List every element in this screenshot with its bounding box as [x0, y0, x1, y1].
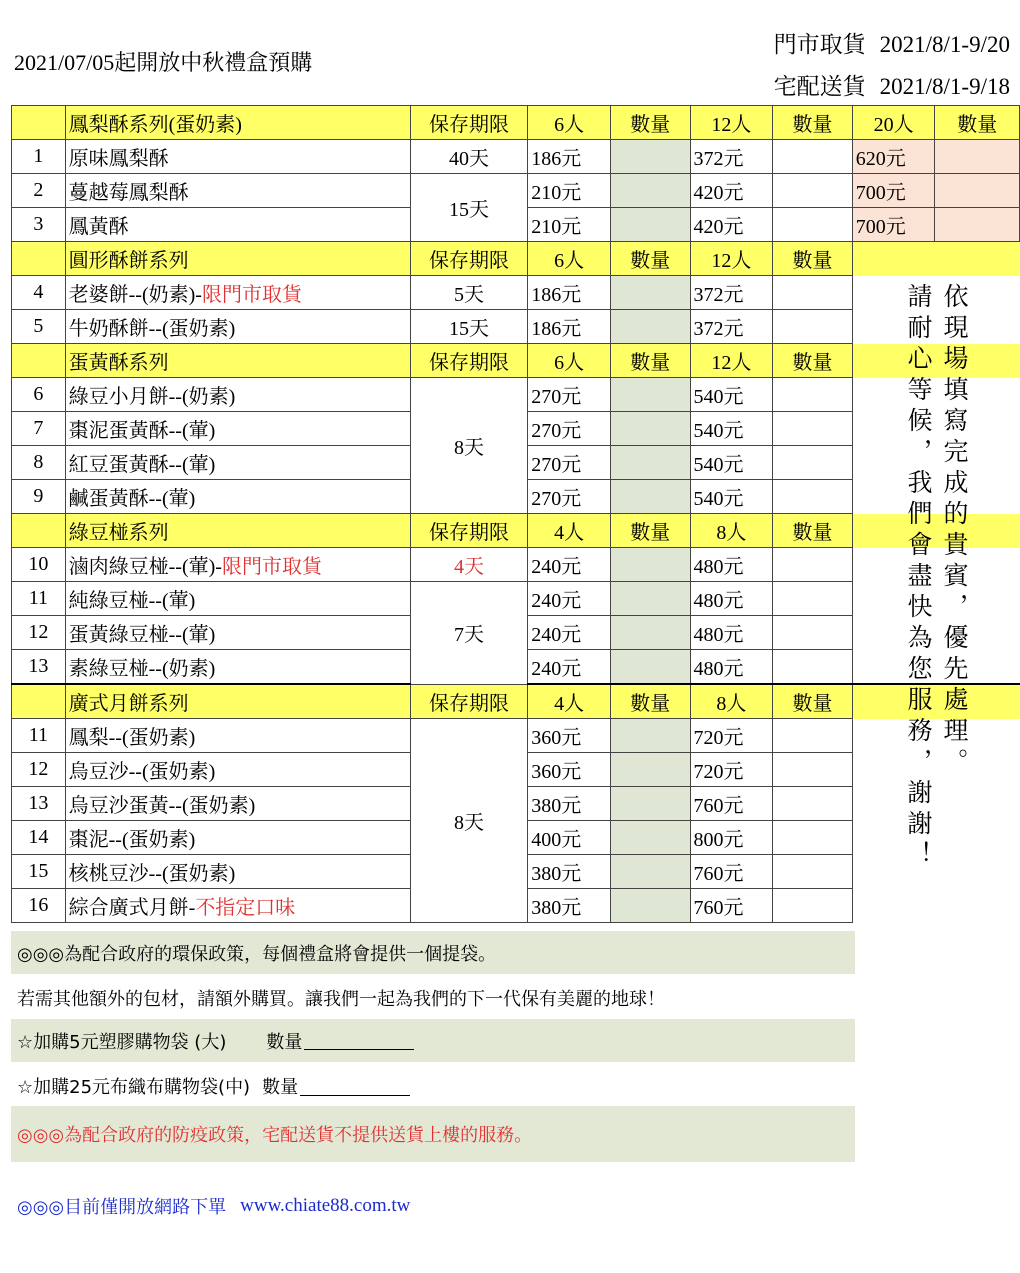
- blank-cell: [852, 821, 1019, 855]
- qty-input-b[interactable]: [773, 276, 853, 310]
- item-name: 鹹蛋黃酥--(葷): [65, 480, 410, 514]
- shelf-life: 40天: [410, 140, 528, 174]
- col-qty: 數量: [773, 106, 853, 140]
- item-name: 原味鳳梨酥: [65, 140, 410, 174]
- qty-input-a[interactable]: [610, 276, 690, 310]
- price-a: 270元: [528, 446, 611, 480]
- qty-input-a[interactable]: [610, 378, 690, 412]
- col-pack-a: 4人: [528, 684, 611, 719]
- price-a: 360元: [528, 719, 611, 753]
- qty-label: 數量: [266, 1031, 303, 1053]
- item-no: 10: [12, 548, 66, 582]
- section-no: [12, 242, 66, 276]
- item-name: 烏豆沙蛋黃--(蛋奶素): [65, 787, 410, 821]
- shelf-life: 4天: [410, 548, 528, 582]
- price-b: 480元: [690, 582, 773, 616]
- order-table: [11, 105, 1020, 923]
- table-row: [12, 276, 1020, 310]
- qty-input-a[interactable]: [610, 446, 690, 480]
- item-name: 蔓越莓鳳梨酥: [65, 174, 410, 208]
- price-b: 480元: [690, 616, 773, 650]
- item-no: 11: [12, 582, 66, 616]
- price-a: 270元: [528, 412, 611, 446]
- price-b: 720元: [690, 753, 773, 787]
- item-no: 6: [12, 378, 66, 412]
- nonwoven-bag-label: ☆加購25元布織布購物袋(中): [17, 1077, 251, 1098]
- section-no: [12, 106, 66, 140]
- qty-label: 數量: [262, 1077, 299, 1098]
- qty-input-b[interactable]: [773, 412, 853, 446]
- col-shelf: 保存期限: [410, 514, 528, 548]
- qty-input-a[interactable]: [610, 650, 690, 685]
- item-no: 7: [12, 412, 66, 446]
- col-qty: 數量: [773, 344, 853, 378]
- qty-input-a[interactable]: [610, 480, 690, 514]
- section-name: 蛋黃酥系列: [65, 344, 410, 378]
- item-no: 2: [12, 174, 66, 208]
- qty-input-b[interactable]: [773, 719, 853, 753]
- flavor-note: 不指定口味: [195, 897, 296, 919]
- section-name: 鳳梨酥系列(蛋奶素): [65, 106, 410, 140]
- col-qty: 數量: [610, 242, 690, 276]
- price-b: 540元: [690, 378, 773, 412]
- item-name: 紅豆蛋黃酥--(葷): [65, 446, 410, 480]
- price-b: 420元: [690, 174, 773, 208]
- shelf-life: 8天: [410, 719, 528, 923]
- item-no: 1: [12, 140, 66, 174]
- qty-input-a[interactable]: [610, 787, 690, 821]
- table-row: [12, 378, 1020, 412]
- item-no: 5: [12, 310, 66, 344]
- qty-input-b[interactable]: [773, 140, 853, 174]
- price-b: 760元: [690, 889, 773, 923]
- price-a: 186元: [528, 140, 611, 174]
- qty-input-b[interactable]: [773, 582, 853, 616]
- section-name: 綠豆椪系列: [65, 514, 410, 548]
- col-pack-b: 12人: [690, 106, 773, 140]
- price-a: 240元: [528, 582, 611, 616]
- col-pack-a: 6人: [528, 242, 611, 276]
- qty-input-c[interactable]: [935, 140, 1020, 174]
- section-name: 廣式月餅系列: [65, 684, 410, 719]
- plastic-bag-addon: [11, 1019, 855, 1062]
- item-name: 核桃豆沙--(蛋奶素): [65, 855, 410, 889]
- col-qty: 數量: [773, 514, 853, 548]
- qty-input-a[interactable]: [610, 821, 690, 855]
- price-c: 620元: [852, 140, 935, 174]
- item-no: 9: [12, 480, 66, 514]
- qty-input-b[interactable]: [773, 821, 853, 855]
- qty-input-a[interactable]: [610, 174, 690, 208]
- price-b: 800元: [690, 821, 773, 855]
- item-no: 8: [12, 446, 66, 480]
- price-b: 540元: [690, 412, 773, 446]
- blank-cell: [852, 276, 1019, 310]
- item-name: 牛奶酥餅--(蛋奶素): [65, 310, 410, 344]
- price-a: 380元: [528, 787, 611, 821]
- col-pack-a: 6人: [528, 106, 611, 140]
- item-no: 16: [12, 889, 66, 923]
- blank-cell: [852, 480, 1019, 514]
- item-no: 15: [12, 855, 66, 889]
- qty-input-b[interactable]: [773, 616, 853, 650]
- item-name-text: 滷肉綠豆椪--(葷)-: [68, 556, 222, 578]
- online-only-text: ◎◎◎目前僅開放網路下單: [17, 1197, 227, 1218]
- pickup-only-note: 限門市取貨: [221, 556, 322, 578]
- item-name: 純綠豆椪--(葷): [65, 582, 410, 616]
- col-pack-a: 6人: [528, 344, 611, 378]
- extra-packaging-note: 若需其他額外的包材，請額外購買。讓我們一起為我們的下一代保有美麗的地球！: [17, 989, 665, 1010]
- col-pack-b: 8人: [690, 514, 773, 548]
- pickup-label: 門市取貨: [773, 32, 866, 58]
- eco-policy-note: ◎◎◎為配合政府的環保政策，每個禮盒將會提供一個提袋。: [11, 931, 855, 974]
- qty-input-b[interactable]: [773, 650, 853, 685]
- qty-input-b[interactable]: [773, 378, 853, 412]
- price-a: 240元: [528, 650, 611, 685]
- qty-input-a[interactable]: [610, 412, 690, 446]
- blank-cell: [852, 412, 1019, 446]
- table-row: [12, 310, 1020, 344]
- blank-cell: [852, 650, 1019, 685]
- col-pack-b: 12人: [690, 344, 773, 378]
- table-row: [12, 548, 1020, 582]
- price-a: 380元: [528, 889, 611, 923]
- col-pack-c: 20人: [852, 106, 935, 140]
- plastic-bag-label: ☆加購5元塑膠購物袋 (大): [17, 1031, 227, 1053]
- qty-input-b[interactable]: [773, 753, 853, 787]
- price-b: 372元: [690, 276, 773, 310]
- section-header: [12, 684, 1020, 719]
- item-no: 3: [12, 208, 66, 242]
- item-name-text: 老婆餅--(奶素)-: [68, 284, 202, 306]
- pickup-dates: 2021/8/1-9/20: [879, 32, 1010, 57]
- price-a: 240元: [528, 616, 611, 650]
- col-pack-b: 12人: [690, 242, 773, 276]
- item-no: 13: [12, 787, 66, 821]
- section-header: [12, 344, 1020, 378]
- item-name: 鳳梨--(蛋奶素): [65, 719, 410, 753]
- nonwoven-bag-addon: [11, 1066, 855, 1106]
- section-no: [12, 344, 66, 378]
- price-a: 186元: [528, 310, 611, 344]
- price-a: 210元: [528, 174, 611, 208]
- item-name: 烏豆沙--(蛋奶素): [65, 753, 410, 787]
- pickup-only-note: 限門市取貨: [201, 284, 302, 306]
- page-title: 2021/07/05起開放中秋禮盒預購: [14, 50, 313, 75]
- col-qty: 數量: [610, 344, 690, 378]
- item-name: 綠豆小月餅--(奶素): [65, 378, 410, 412]
- col-shelf: 保存期限: [410, 242, 528, 276]
- section-header: [12, 242, 1020, 276]
- price-b: 480元: [690, 650, 773, 685]
- qty-input-b[interactable]: [773, 548, 853, 582]
- section-name: 圓形酥餅系列: [65, 242, 410, 276]
- qty-input-a[interactable]: [610, 889, 690, 923]
- blank-cell: [852, 582, 1019, 616]
- item-name: 素綠豆椪--(奶素): [65, 650, 410, 685]
- item-no: 11: [12, 719, 66, 753]
- col-qty: 數量: [935, 106, 1020, 140]
- nonwoven-bag-qty-field[interactable]: [300, 1077, 410, 1096]
- shelf-life: 8天: [410, 378, 528, 514]
- col-qty: 數量: [610, 514, 690, 548]
- qty-input-b[interactable]: [773, 208, 853, 242]
- col-pack-a: 4人: [528, 514, 611, 548]
- item-name: [65, 276, 410, 310]
- item-name-text: 綜合廣式月餅-: [68, 897, 196, 919]
- qty-input-b[interactable]: [773, 310, 853, 344]
- col-qty: 數量: [610, 106, 690, 140]
- price-b: 372元: [690, 310, 773, 344]
- col-qty: 數量: [610, 684, 690, 719]
- delivery-dates: 2021/8/1-9/18: [879, 74, 1010, 99]
- blank-cell: [852, 684, 1019, 719]
- section-header: [12, 106, 1020, 140]
- qty-input-a[interactable]: [610, 548, 690, 582]
- item-name: 棗泥--(蛋奶素): [65, 821, 410, 855]
- blank-cell: [852, 889, 1019, 923]
- shelf-life: 15天: [410, 310, 528, 344]
- col-qty: 數量: [773, 684, 853, 719]
- item-no: 12: [12, 616, 66, 650]
- qty-input-a[interactable]: [610, 616, 690, 650]
- blank-cell: [852, 242, 1019, 276]
- price-c: 700元: [852, 208, 935, 242]
- website-link[interactable]: www.chiate88.com.tw: [240, 1195, 411, 1216]
- blank-cell: [852, 514, 1019, 548]
- blank-cell: [852, 787, 1019, 821]
- qty-input-b[interactable]: [773, 787, 853, 821]
- price-b: 760元: [690, 787, 773, 821]
- delivery-info: [774, 68, 1010, 101]
- qty-input-b[interactable]: [773, 855, 853, 889]
- qty-input-a[interactable]: [610, 719, 690, 753]
- delivery-label: 宅配送貨: [773, 74, 866, 100]
- item-no: 14: [12, 821, 66, 855]
- col-pack-b: 8人: [690, 684, 773, 719]
- blank-cell: [852, 310, 1019, 344]
- item-name: [65, 889, 410, 923]
- qty-input-b[interactable]: [773, 480, 853, 514]
- price-a: 240元: [528, 548, 611, 582]
- side-note-col1: 依現場填寫完成的貴賓，優先處理。: [940, 283, 969, 779]
- blank-cell: [852, 616, 1019, 650]
- qty-input-b[interactable]: [773, 174, 853, 208]
- qty-input-a[interactable]: [610, 582, 690, 616]
- blank-cell: [852, 344, 1019, 378]
- qty-input-c[interactable]: [935, 208, 1020, 242]
- qty-input-a[interactable]: [610, 855, 690, 889]
- qty-input-c[interactable]: [935, 174, 1020, 208]
- section-no: [12, 684, 66, 719]
- price-a: 380元: [528, 855, 611, 889]
- col-shelf: 保存期限: [410, 344, 528, 378]
- table-row: [12, 719, 1020, 753]
- table-row: [12, 582, 1020, 616]
- price-a: 210元: [528, 208, 611, 242]
- qty-input-a[interactable]: [610, 310, 690, 344]
- qty-input-a[interactable]: [610, 208, 690, 242]
- price-b: 372元: [690, 140, 773, 174]
- blank-cell: [852, 855, 1019, 889]
- table-row: [12, 140, 1020, 174]
- shelf-life: 15天: [410, 174, 528, 242]
- item-name: 棗泥蛋黃酥--(葷): [65, 412, 410, 446]
- online-order-note: [11, 1186, 855, 1226]
- item-no: 13: [12, 650, 66, 685]
- table-row: [12, 174, 1020, 208]
- price-a: 400元: [528, 821, 611, 855]
- blank-cell: [852, 548, 1019, 582]
- price-a: 270元: [528, 378, 611, 412]
- blank-cell: [852, 446, 1019, 480]
- qty-input-b[interactable]: [773, 889, 853, 923]
- price-a: 360元: [528, 753, 611, 787]
- epidemic-policy-note: ◎◎◎為配合政府的防疫政策，宅配送貨不提供送貨上樓的服務。: [11, 1106, 855, 1162]
- blank-cell: [852, 753, 1019, 787]
- price-b: 480元: [690, 548, 773, 582]
- plastic-bag-qty-field[interactable]: [304, 1031, 414, 1050]
- price-a: 270元: [528, 480, 611, 514]
- section-no: [12, 514, 66, 548]
- col-shelf: 保存期限: [410, 106, 528, 140]
- price-a: 186元: [528, 276, 611, 310]
- shelf-life: 7天: [410, 582, 528, 685]
- item-no: 4: [12, 276, 66, 310]
- shelf-life: 5天: [410, 276, 528, 310]
- col-shelf: 保存期限: [410, 684, 528, 719]
- item-name: 鳳黃酥: [65, 208, 410, 242]
- item-no: 12: [12, 753, 66, 787]
- price-b: 720元: [690, 719, 773, 753]
- qty-input-a[interactable]: [610, 140, 690, 174]
- col-qty: 數量: [773, 242, 853, 276]
- qty-input-b[interactable]: [773, 446, 853, 480]
- section-header: [12, 514, 1020, 548]
- blank-cell: [852, 719, 1019, 753]
- side-note-col2: 請耐心等候，我們會盡快為您服務，謝謝！: [904, 283, 933, 872]
- blank-cell: [852, 378, 1019, 412]
- item-name: [65, 548, 410, 582]
- price-b: 540元: [690, 446, 773, 480]
- qty-input-a[interactable]: [610, 753, 690, 787]
- pickup-info: [774, 26, 1010, 59]
- price-b: 760元: [690, 855, 773, 889]
- item-name: 蛋黃綠豆椪--(葷): [65, 616, 410, 650]
- price-b: 540元: [690, 480, 773, 514]
- price-c: 700元: [852, 174, 935, 208]
- price-b: 420元: [690, 208, 773, 242]
